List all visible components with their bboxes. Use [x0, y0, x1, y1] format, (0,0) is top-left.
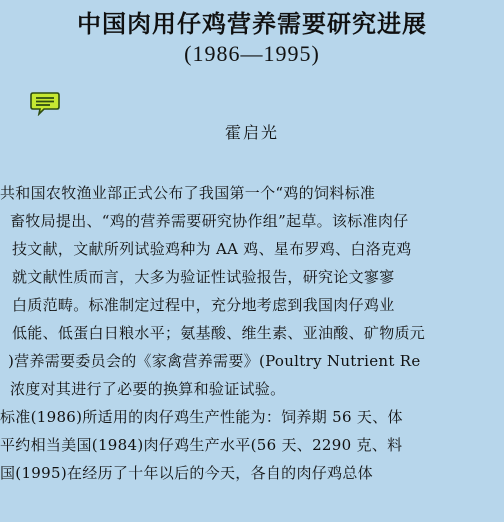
body-text-line: 共和国农牧渔业部正式公布了我国第一个“鸡的饲料标准 — [0, 184, 376, 202]
document-subtitle: (1986—1995) — [184, 41, 320, 66]
document-title: 中国肉用仔鸡营养需要研究进展 — [77, 10, 427, 38]
body-text-line: 国(1995)在经历了十年以后的今天，各自的肉仔鸡总体 — [0, 464, 373, 482]
body-text-line: 标准(1986)所适用的肉仔鸡生产性能为：饲养期 56 天、体 — [0, 408, 403, 426]
body-text-line: 低能、低蛋白日粮水平；氨基酸、维生素、亚油酸、矿物质元 — [12, 324, 426, 342]
body-text-line: )营养需要委员会的《家禽营养需要》(Poultry Nutrient Re — [8, 352, 421, 370]
body-text-line: 平约相当美国(1984)肉仔鸡生产水平(56 天、2290 克、料 — [0, 436, 403, 454]
body-text-line: 白质范畴。标准制定过程中，充分地考虑到我国肉仔鸡业 — [12, 296, 395, 314]
body-text-line: 浓度对其进行了必要的换算和验证试验。 — [10, 380, 286, 398]
comment-note-icon-graphic — [30, 90, 60, 116]
body-text-line: 就文献性质而言，大多为验证性试验报告，研究论文寥寥 — [12, 268, 395, 286]
body-text-line: 畜牧局提出、“鸡的营养需要研究协作组”起草。该标准肉仔 — [10, 212, 409, 230]
author-name: 霍启光 — [224, 123, 279, 142]
body-text-line: 技文献，文献所列试验鸡种为 AA 鸡、星布罗鸡、白洛克鸡 — [12, 240, 412, 258]
comment-note-icon[interactable] — [30, 90, 60, 116]
